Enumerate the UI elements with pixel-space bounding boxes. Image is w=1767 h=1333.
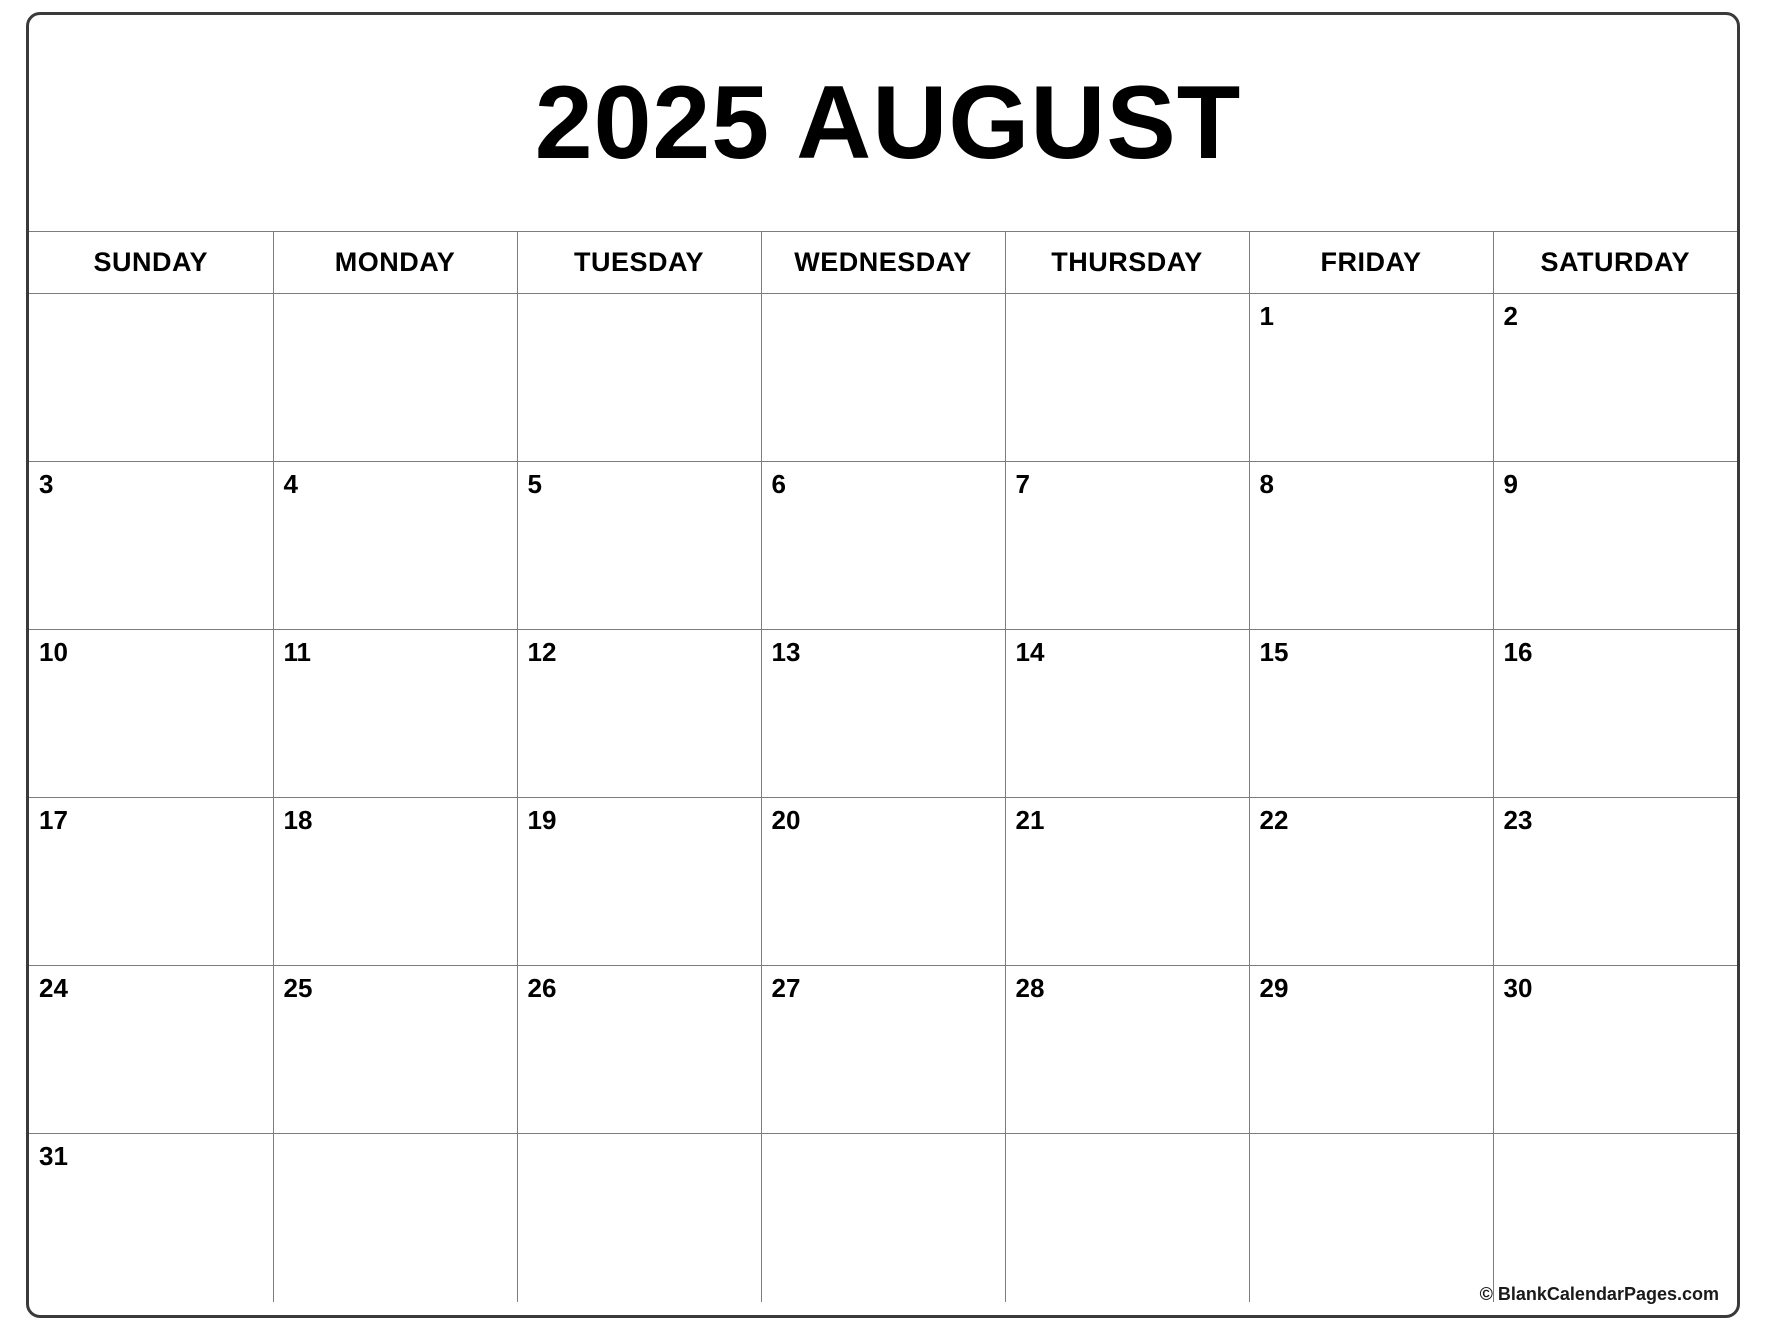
site-credit: © BlankCalendarPages.com xyxy=(1479,1284,1719,1304)
day-number: 13 xyxy=(771,637,801,667)
calendar-day-cell[interactable] xyxy=(761,1134,1005,1302)
calendar-day-cell[interactable] xyxy=(1249,798,1493,966)
calendar-day-cell[interactable] xyxy=(273,294,517,462)
day-number xyxy=(763,1135,1004,1143)
day-number: 21 xyxy=(1015,805,1045,835)
day-number xyxy=(30,295,272,303)
day-number: 29 xyxy=(1259,973,1289,1003)
calendar-day-cell[interactable] xyxy=(761,630,1005,798)
weekday-header-monday: MONDAY xyxy=(273,232,517,294)
calendar-day-cell[interactable] xyxy=(761,294,1005,462)
weekday-header-row xyxy=(29,232,1737,294)
calendar-day-cell[interactable] xyxy=(1249,462,1493,630)
calendar-week-row xyxy=(29,1134,1737,1302)
day-number xyxy=(275,295,516,303)
calendar-day-cell[interactable] xyxy=(1005,630,1249,798)
day-number: 8 xyxy=(1259,469,1274,499)
day-number: 27 xyxy=(771,973,801,1003)
weekday-header-saturday: SATURDAY xyxy=(1493,232,1737,294)
calendar-day-cell[interactable] xyxy=(1493,462,1737,630)
weekday-header-thursday: THURSDAY xyxy=(1005,232,1249,294)
day-number: 17 xyxy=(39,805,68,835)
calendar-day-cell[interactable] xyxy=(517,966,761,1134)
calendar-day-cell[interactable] xyxy=(1249,294,1493,462)
calendar-week-row xyxy=(29,798,1737,966)
calendar-day-cell[interactable] xyxy=(1005,1134,1249,1302)
calendar-title-area xyxy=(29,15,1737,231)
calendar-day-cell[interactable] xyxy=(1249,966,1493,1134)
calendar-day-cell[interactable] xyxy=(1493,294,1737,462)
day-number: 18 xyxy=(283,805,313,835)
calendar-day-cell[interactable] xyxy=(29,1134,273,1302)
day-number: 16 xyxy=(1503,637,1533,667)
calendar-day-cell[interactable] xyxy=(1249,1134,1493,1302)
day-number xyxy=(519,1135,760,1143)
calendar-container xyxy=(26,12,1740,1318)
day-number: 15 xyxy=(1259,637,1289,667)
calendar-day-cell[interactable] xyxy=(29,798,273,966)
day-number: 22 xyxy=(1259,805,1289,835)
calendar-day-cell[interactable] xyxy=(273,630,517,798)
day-number: 19 xyxy=(527,805,557,835)
calendar-day-cell[interactable] xyxy=(517,294,761,462)
calendar-day-cell[interactable] xyxy=(761,966,1005,1134)
calendar-day-cell[interactable] xyxy=(29,462,273,630)
calendar-grid xyxy=(29,231,1737,1302)
day-number: 26 xyxy=(527,973,557,1003)
day-number: 28 xyxy=(1015,973,1045,1003)
day-number xyxy=(1007,295,1248,303)
calendar-day-cell[interactable] xyxy=(1493,630,1737,798)
day-number: 2 xyxy=(1503,301,1518,331)
day-number: 4 xyxy=(283,469,298,499)
calendar-day-cell[interactable] xyxy=(29,966,273,1134)
day-number xyxy=(275,1135,516,1143)
day-number: 6 xyxy=(771,469,786,499)
calendar-day-cell[interactable] xyxy=(1493,966,1737,1134)
day-number xyxy=(1251,1135,1492,1143)
weekday-header-sunday: SUNDAY xyxy=(29,232,273,294)
day-number: 3 xyxy=(39,469,54,499)
day-number: 12 xyxy=(527,637,557,667)
calendar-day-cell[interactable] xyxy=(1005,462,1249,630)
day-number: 5 xyxy=(527,469,542,499)
calendar-day-cell[interactable] xyxy=(761,462,1005,630)
day-number: 11 xyxy=(283,637,311,667)
calendar-week-row xyxy=(29,966,1737,1134)
calendar-week-row xyxy=(29,462,1737,630)
calendar-day-cell[interactable] xyxy=(1493,798,1737,966)
day-number: 24 xyxy=(39,973,68,1003)
calendar-day-cell[interactable] xyxy=(29,630,273,798)
calendar-day-cell[interactable] xyxy=(1005,294,1249,462)
calendar-day-cell[interactable] xyxy=(1005,966,1249,1134)
day-number xyxy=(1007,1135,1248,1143)
calendar-day-cell[interactable] xyxy=(29,294,273,462)
day-number: 10 xyxy=(39,637,68,667)
calendar-day-cell[interactable] xyxy=(273,798,517,966)
day-number: 23 xyxy=(1503,805,1533,835)
page-title: 2025 AUGUST xyxy=(534,65,1242,181)
calendar-day-cell[interactable] xyxy=(273,966,517,1134)
calendar-day-cell[interactable] xyxy=(1493,1134,1737,1302)
calendar-day-cell[interactable] xyxy=(517,798,761,966)
weekday-header-wednesday: WEDNESDAY xyxy=(761,232,1005,294)
calendar-day-cell[interactable] xyxy=(1005,798,1249,966)
calendar-day-cell[interactable] xyxy=(1249,630,1493,798)
day-number xyxy=(519,295,760,303)
day-number: 25 xyxy=(283,973,313,1003)
calendar-week-row xyxy=(29,294,1737,462)
day-number: 7 xyxy=(1015,469,1030,499)
weekday-header-friday: FRIDAY xyxy=(1249,232,1493,294)
day-number: 20 xyxy=(771,805,801,835)
day-number: 14 xyxy=(1015,637,1045,667)
calendar-week-row xyxy=(29,630,1737,798)
calendar-day-cell[interactable] xyxy=(517,1134,761,1302)
day-number: 31 xyxy=(39,1141,68,1171)
day-number xyxy=(763,295,1004,303)
calendar-day-cell[interactable] xyxy=(517,462,761,630)
calendar-day-cell[interactable] xyxy=(517,630,761,798)
day-number: 1 xyxy=(1259,301,1274,331)
weekday-header-tuesday: TUESDAY xyxy=(517,232,761,294)
calendar-day-cell[interactable] xyxy=(273,1134,517,1302)
calendar-day-cell[interactable] xyxy=(761,798,1005,966)
day-number: 9 xyxy=(1503,469,1518,499)
calendar-day-cell[interactable] xyxy=(273,462,517,630)
day-number: 30 xyxy=(1503,973,1533,1003)
day-number xyxy=(1495,1135,1737,1143)
